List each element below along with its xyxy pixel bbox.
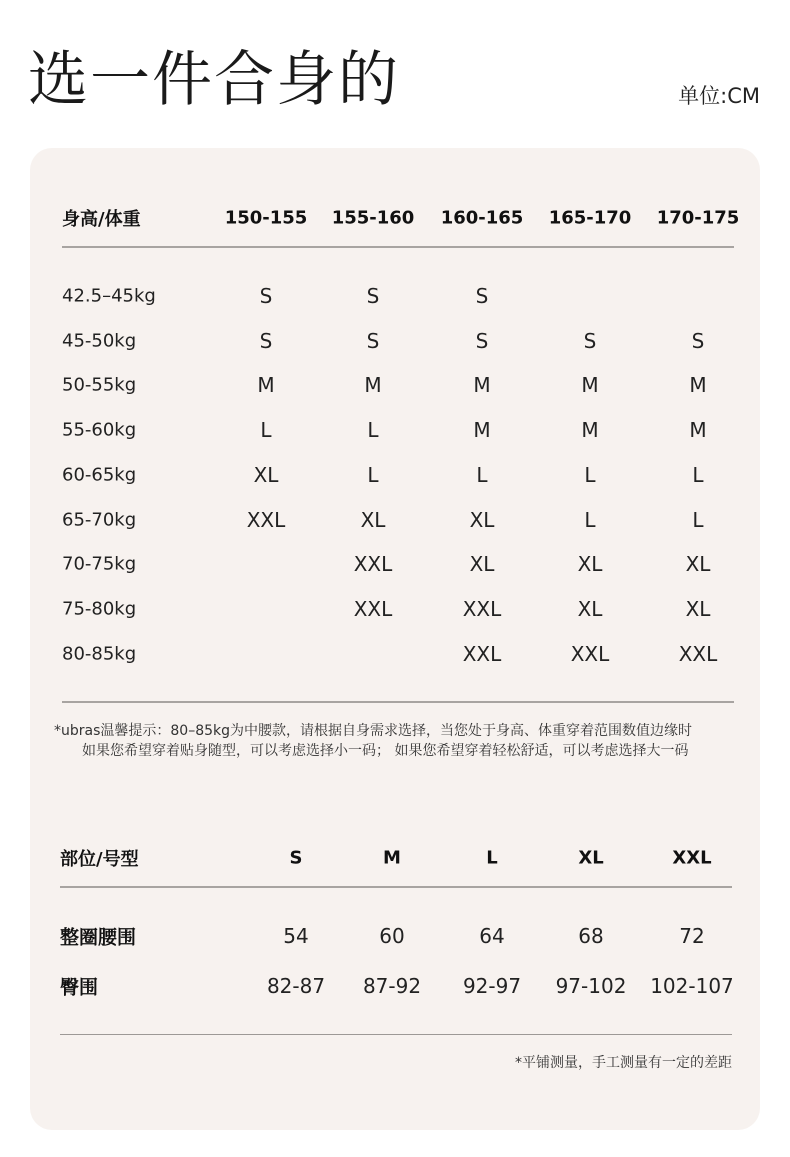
size-cell: XXL	[678, 641, 718, 666]
size-cell: M	[473, 373, 491, 398]
size-cell: M	[689, 418, 707, 443]
size-cell: XL	[253, 462, 279, 487]
measurement-value: 82-87	[266, 974, 326, 998]
size-cell: XXL	[462, 641, 502, 666]
size-cell: XXL	[353, 552, 393, 577]
size-guide-card	[30, 148, 760, 1130]
size-cell: S	[475, 284, 489, 308]
measure-chart-bottom-rule	[60, 1034, 732, 1035]
measurement-value: 64	[479, 924, 505, 948]
size-cell: L	[584, 462, 596, 487]
size-cell: L	[692, 507, 704, 532]
measurement-value: 97-102	[555, 974, 627, 998]
size-cell: XXL	[246, 507, 286, 532]
measurement-value: 102-107	[650, 974, 734, 998]
measure-chart-corner-header: 部位/号型	[60, 849, 139, 870]
height-column-header: 150-155	[224, 207, 308, 229]
size-column-header: L	[486, 847, 498, 869]
height-column-header: 165-170	[548, 207, 632, 229]
size-tip-line-2: 如果您希望穿着贴身随型，可以考虑选择小一码； 如果您希望穿着轻松舒适，可以考虑选择大一码	[82, 743, 689, 759]
size-cell: XL	[469, 507, 495, 532]
size-column-header: M	[383, 847, 401, 869]
size-cell: M	[689, 373, 707, 398]
size-cell: XXL	[462, 596, 502, 621]
size-cell: M	[581, 373, 599, 398]
measure-chart-header-rule	[60, 886, 732, 888]
measurement-footnote: *平铺测量，手工测量有一定的差距	[515, 1055, 732, 1071]
size-cell: S	[366, 284, 380, 308]
size-cell: XXL	[353, 596, 393, 621]
size-cell: XXL	[570, 641, 610, 666]
size-chart-corner-header: 身高/体重	[62, 209, 141, 230]
size-cell: M	[473, 418, 491, 443]
measurement-row-label: 整圈腰围	[60, 926, 137, 949]
size-cell: XL	[577, 596, 603, 621]
measurement-value: 54	[283, 924, 309, 948]
size-cell: XL	[577, 552, 603, 577]
measurement-value: 92-97	[462, 974, 522, 998]
size-cell: S	[475, 328, 489, 353]
size-cell: S	[583, 328, 597, 353]
measurement-value: 60	[379, 924, 405, 948]
size-column-header: XXL	[672, 847, 712, 869]
size-cell: M	[364, 373, 382, 398]
size-chart-header-rule	[62, 246, 734, 248]
height-column-header: 155-160	[331, 207, 415, 229]
height-column-header: 160-165	[440, 207, 524, 229]
measurement-value: 68	[578, 924, 604, 948]
size-cell: XL	[685, 596, 711, 621]
weight-row-label: 60-65kg	[62, 464, 137, 486]
size-cell: L	[476, 462, 488, 487]
size-cell: XL	[360, 507, 386, 532]
size-cell: XL	[685, 552, 711, 577]
size-cell: L	[584, 507, 596, 532]
weight-row-label: 80-85kg	[62, 643, 137, 665]
size-cell: L	[260, 418, 272, 443]
weight-row-label: 42.5–45kg	[62, 285, 156, 307]
weight-row-label: 55-60kg	[62, 419, 137, 441]
page-title: 选一件合身的	[28, 45, 400, 115]
weight-row-label: 45-50kg	[62, 330, 137, 352]
size-cell: S	[366, 328, 380, 353]
size-cell: L	[692, 462, 704, 487]
size-cell: S	[259, 328, 273, 353]
measurement-value: 72	[679, 924, 705, 948]
size-cell: XL	[469, 552, 495, 577]
unit-label: 单位:CM	[678, 84, 760, 108]
size-column-header: XL	[578, 847, 604, 869]
measurement-value: 87-92	[362, 974, 422, 998]
weight-row-label: 65-70kg	[62, 509, 137, 530]
size-chart-bottom-rule	[62, 701, 734, 703]
weight-row-label: 50-55kg	[62, 374, 137, 396]
size-cell: S	[691, 328, 705, 353]
weight-row-label: 70-75kg	[62, 553, 137, 575]
measurement-row-label: 臀围	[60, 976, 99, 999]
size-cell: L	[367, 418, 379, 443]
size-cell: L	[367, 462, 379, 487]
size-cell: M	[257, 373, 275, 398]
size-tip-line-1: *ubras温馨提示：80–85kg为中腰款，请根据自身需求选择，当您处于身高、体重穿着范围数值边缘时	[54, 723, 693, 739]
size-cell: M	[581, 418, 599, 443]
height-column-header: 170-175	[656, 207, 740, 229]
weight-row-label: 75-80kg	[62, 598, 137, 620]
size-column-header: S	[289, 847, 303, 869]
size-cell: S	[259, 284, 273, 308]
